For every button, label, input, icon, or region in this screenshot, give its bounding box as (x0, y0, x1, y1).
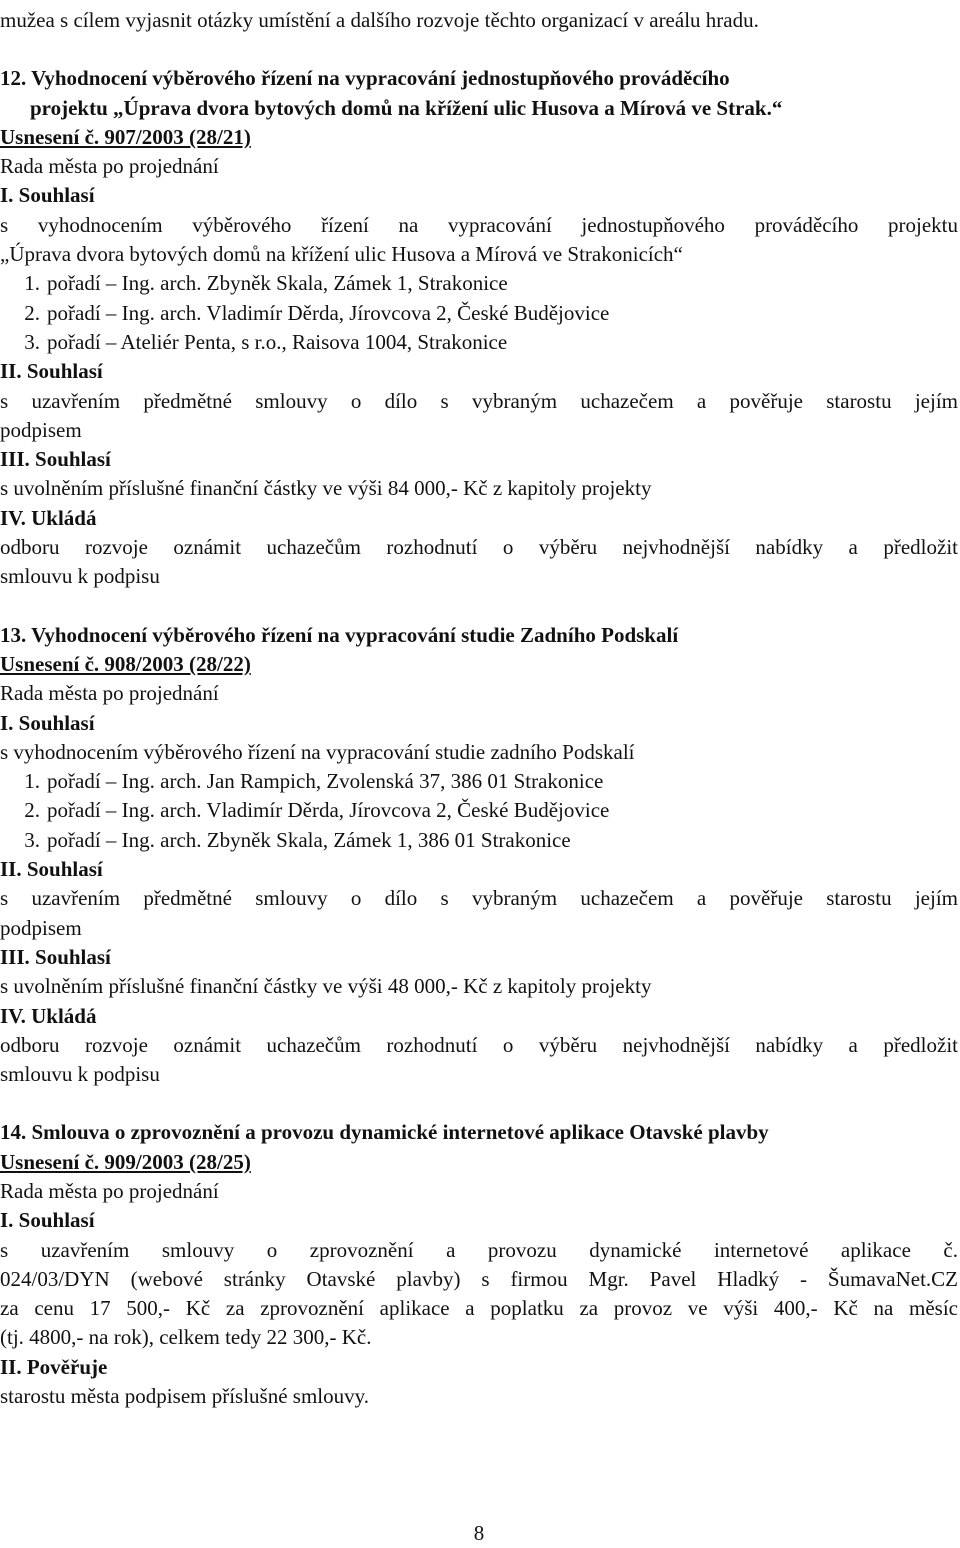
spacer (0, 592, 958, 621)
intro-line: mužea s cílem vyjasnit otázky umístění a dalšího rozvoje těchto organizací v areálu hradu. (0, 8, 759, 32)
section-title: I. Souhlasí (0, 710, 95, 735)
ranking-number: 3. (24, 329, 40, 354)
item-heading-continued: projektu „Úprava dvora bytových domů na křížení ulic Husova a Mírová ve Strak.“ (30, 95, 783, 120)
section-text: 024/03/DYN (webové stránky Otavské plavby) s firmou Mgr. Pavel Hladký - ŠumavaNet.CZ (0, 1266, 958, 1291)
resolution-number (0, 123, 958, 152)
ranking-text: pořadí – Ing. arch. Zbyněk Skala, Zámek 1, 386 01 Strakonice (47, 827, 571, 852)
council-line: Rada města po projednání (0, 1178, 219, 1203)
section-text: odboru rozvoje oznámit uchazečům rozhodnutí o výběru nejvhodnější nabídky a předložit (0, 1032, 958, 1057)
section-text: starostu města podpisem příslušné smlouvy. (0, 1384, 370, 1409)
agenda-item-13 (0, 621, 958, 1090)
section-title: I. Souhlasí (0, 1208, 95, 1233)
section-title: II. Souhlasí (0, 359, 103, 384)
spacer (0, 35, 958, 64)
section-text: s uvolněním příslušné finanční částky ve výši 48 000,- Kč z kapitoly projekty (0, 974, 652, 999)
council-line: Rada města po projednání (0, 154, 219, 179)
council-line: Rada města po projednání (0, 681, 219, 706)
ranking-item (24, 299, 958, 328)
ranking-list (0, 269, 958, 357)
ranking-item (24, 826, 958, 855)
ranking-item (24, 328, 958, 357)
section-text: (tj. 4800,- na rok), celkem tedy 22 300,- Kč. (0, 1325, 372, 1350)
ranking-text: pořadí – Ateliér Penta, s r.o., Raisova 1004, Strakonice (47, 329, 508, 354)
ranking-item (24, 796, 958, 825)
ranking-number: 2. (24, 798, 40, 823)
ranking-item (24, 767, 958, 796)
section-text: podpisem (0, 417, 82, 442)
section-text: s uzavřením předmětné smlouvy o dílo s vybraným uchazečem a pověřuje starostu jejím (0, 886, 958, 911)
section-text: smlouvu k podpisu (0, 564, 160, 589)
resolution-number (0, 650, 958, 679)
ranking-number: 1. (24, 271, 40, 296)
section-title: III. Souhlasí (0, 944, 111, 969)
ranking-list (0, 767, 958, 855)
section-text: s uzavřením předmětné smlouvy o dílo s vybraným uchazečem a pověřuje starostu jejím (0, 388, 958, 413)
ranking-text: pořadí – Ing. arch. Jan Rampich, Zvolenská 37, 386 01 Strakonice (47, 769, 604, 794)
section-text: s vyhodnocením výběrového řízení na vypracování studie zadního Podskalí (0, 739, 635, 764)
section-text: podpisem (0, 915, 82, 940)
item-heading: 12. Vyhodnocení výběrového řízení na vypracování jednostupňového prováděcího (0, 66, 730, 91)
item-heading: 14. Smlouva o zprovoznění a provozu dynamické internetové aplikace Otavské plavby (0, 1120, 769, 1145)
ranking-text: pořadí – Ing. arch. Vladimír Děrda, Jírovcova 2, České Budějovice (47, 300, 610, 325)
section-text: s uvolněním příslušné finanční částky ve výši 84 000,- Kč z kapitoly projekty (0, 476, 652, 501)
ranking-number: 1. (24, 769, 40, 794)
ranking-text: pořadí – Ing. arch. Zbyněk Skala, Zámek 1, Strakonice (47, 271, 508, 296)
section-title: I. Souhlasí (0, 183, 95, 208)
section-title: II. Pověřuje (0, 1354, 108, 1379)
ranking-number: 2. (24, 300, 40, 325)
section-title: II. Souhlasí (0, 857, 103, 882)
section-text: za cenu 17 500,- Kč za zprovoznění aplikace a poplatku za provoz ve výši 400,- Kč na měsíc (0, 1296, 958, 1321)
ranking-text: pořadí – Ing. arch. Vladimír Děrda, Jírovcova 2, České Budějovice (47, 798, 610, 823)
agenda-item-12 (0, 64, 958, 591)
page-number: 8 (473, 1521, 485, 1545)
section-title: IV. Ukládá (0, 1003, 97, 1028)
section-text: smlouvu k podpisu (0, 1062, 160, 1087)
section-title: III. Souhlasí (0, 447, 111, 472)
section-text: s uzavřením smlouvy o zprovoznění a provozu dynamické internetové aplikace č. (0, 1237, 958, 1262)
resolution-label: Usnesení č. 908/2003 (28/22) (0, 651, 251, 676)
section-text: odboru rozvoje oznámit uchazečům rozhodnutí o výběru nejvhodnější nabídky a předložit (0, 535, 958, 560)
section-title: IV. Ukládá (0, 505, 97, 530)
section-text: „Úprava dvora bytových domů na křížení ulic Husova a Mírová ve Strakonicích“ (0, 242, 683, 267)
spacer (0, 1089, 958, 1118)
document-page (0, 6, 958, 1411)
ranking-number: 3. (24, 827, 40, 852)
resolution-number (0, 1148, 958, 1177)
section-text: s vyhodnocením výběrového řízení na vypracování jednostupňového prováděcího projektu (0, 212, 958, 237)
agenda-item-14 (0, 1118, 958, 1411)
resolution-label: Usnesení č. 907/2003 (28/21) (0, 124, 251, 149)
item-heading: 13. Vyhodnocení výběrového řízení na vypracování studie Zadního Podskalí (0, 622, 679, 647)
resolution-label: Usnesení č. 909/2003 (28/25) (0, 1149, 251, 1174)
ranking-item (24, 269, 958, 298)
